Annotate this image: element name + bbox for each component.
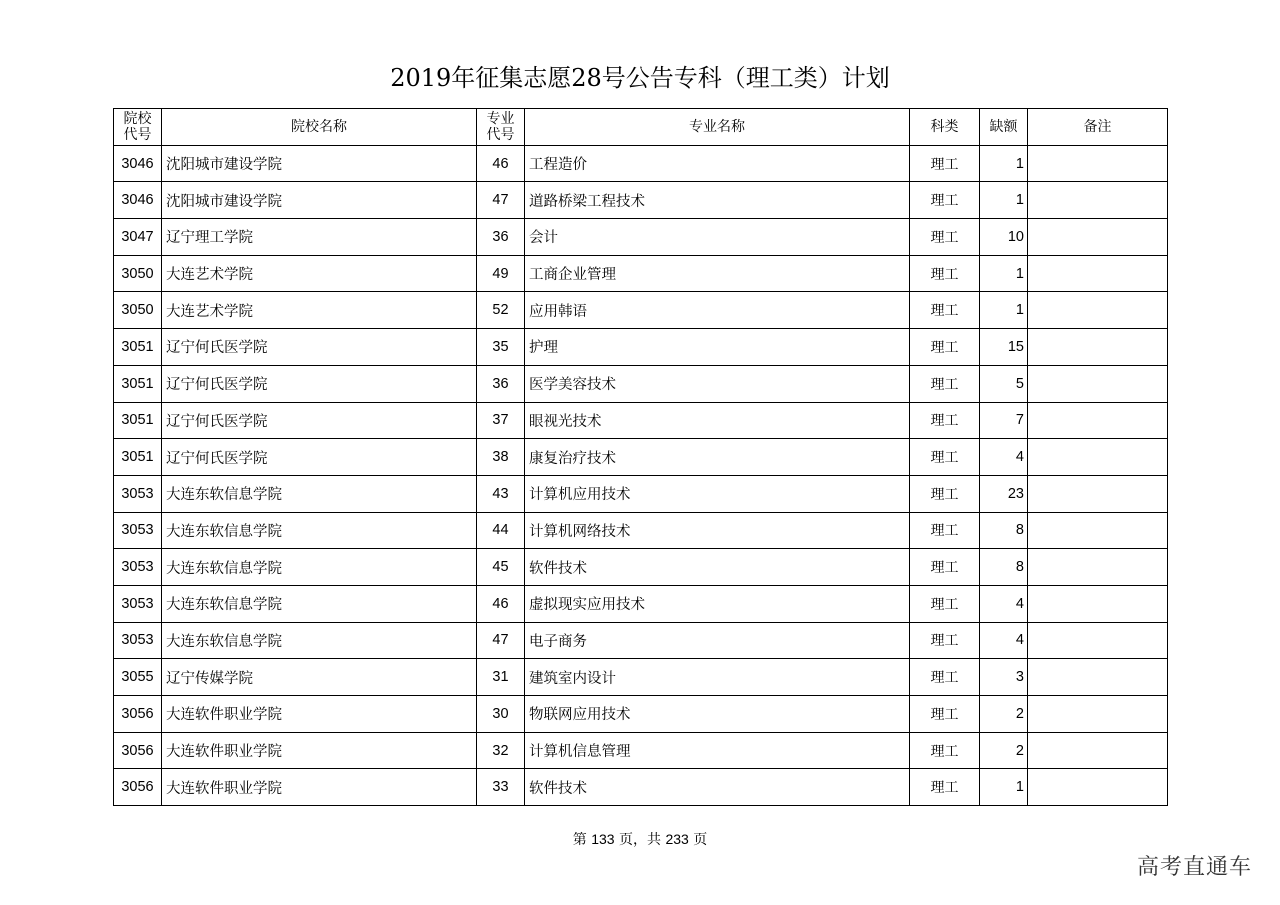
document-title: 2019年征集志愿28号公告专科（理工类）计划: [390, 64, 890, 92]
cell-major-name: 软件技术: [525, 769, 910, 806]
cell-remark: [1028, 329, 1168, 366]
cell-vacancy: 4: [980, 585, 1028, 622]
cell-vacancy: 8: [980, 512, 1028, 549]
cell-major-code: 52: [477, 292, 525, 329]
cell-major-code: 49: [477, 255, 525, 292]
table-row: [114, 769, 1168, 806]
cell-school-name: 沈阳城市建设学院: [162, 182, 477, 219]
cell-remark: [1028, 365, 1168, 402]
cell-school-name: 大连艺术学院: [162, 292, 477, 329]
cell-remark: [1028, 549, 1168, 586]
cell-school-name: 辽宁何氏医学院: [162, 439, 477, 476]
cell-remark: [1028, 512, 1168, 549]
cell-vacancy: 23: [980, 475, 1028, 512]
cell-school-code: 3051: [114, 365, 162, 402]
cell-vacancy: 1: [980, 145, 1028, 182]
cell-remark: [1028, 659, 1168, 696]
cell-remark: [1028, 769, 1168, 806]
cell-major-name: 会计: [525, 219, 910, 256]
cell-school-code: 3050: [114, 292, 162, 329]
cell-vacancy: 4: [980, 439, 1028, 476]
cell-school-code: 3056: [114, 769, 162, 806]
cell-vacancy: 15: [980, 329, 1028, 366]
footer-total-pages: 233: [665, 831, 689, 847]
cell-category: 理工: [910, 219, 980, 256]
cell-school-name: 辽宁何氏医学院: [162, 329, 477, 366]
table-row: [114, 732, 1168, 769]
cell-school-code: 3053: [114, 512, 162, 549]
cell-school-name: 大连软件职业学院: [162, 769, 477, 806]
table-row: [114, 219, 1168, 256]
cell-category: 理工: [910, 182, 980, 219]
table-row: [114, 439, 1168, 476]
cell-category: 理工: [910, 145, 980, 182]
cell-school-code: 3055: [114, 659, 162, 696]
cell-remark: [1028, 696, 1168, 733]
footer-page-number: 133: [591, 831, 615, 847]
cell-major-code: 38: [477, 439, 525, 476]
cell-category: 理工: [910, 622, 980, 659]
cell-category: 理工: [910, 549, 980, 586]
cell-category: 理工: [910, 365, 980, 402]
cell-school-code: 3053: [114, 475, 162, 512]
cell-school-code: 3047: [114, 219, 162, 256]
cell-school-code: 3053: [114, 549, 162, 586]
cell-major-code: 44: [477, 512, 525, 549]
cell-school-code: 3051: [114, 402, 162, 439]
cell-school-name: 辽宁何氏医学院: [162, 402, 477, 439]
footer-suffix: 页: [693, 832, 708, 848]
cell-major-name: 计算机信息管理: [525, 732, 910, 769]
cell-category: 理工: [910, 585, 980, 622]
cell-remark: [1028, 255, 1168, 292]
cell-vacancy: 5: [980, 365, 1028, 402]
cell-major-code: 45: [477, 549, 525, 586]
cell-school-name: 沈阳城市建设学院: [162, 145, 477, 182]
table-row: [114, 475, 1168, 512]
cell-school-name: 大连软件职业学院: [162, 696, 477, 733]
table-row: [114, 365, 1168, 402]
cell-category: 理工: [910, 512, 980, 549]
cell-remark: [1028, 439, 1168, 476]
cell-vacancy: 1: [980, 255, 1028, 292]
cell-category: 理工: [910, 475, 980, 512]
header-category: 科类: [910, 109, 980, 146]
cell-remark: [1028, 585, 1168, 622]
table-row: [114, 512, 1168, 549]
cell-school-code: 3053: [114, 585, 162, 622]
cell-major-name: 工程造价: [525, 145, 910, 182]
cell-major-code: 31: [477, 659, 525, 696]
cell-school-code: 3053: [114, 622, 162, 659]
cell-remark: [1028, 402, 1168, 439]
cell-major-code: 32: [477, 732, 525, 769]
table-header-row: [114, 109, 1168, 146]
cell-vacancy: 3: [980, 659, 1028, 696]
cell-major-name: 应用韩语: [525, 292, 910, 329]
header-major-code: 专业代号: [477, 109, 525, 146]
cell-major-code: 30: [477, 696, 525, 733]
header-vacancy: 缺额: [980, 109, 1028, 146]
table-row: [114, 255, 1168, 292]
cell-school-name: 大连东软信息学院: [162, 549, 477, 586]
cell-remark: [1028, 732, 1168, 769]
cell-remark: [1028, 622, 1168, 659]
cell-school-name: 辽宁传媒学院: [162, 659, 477, 696]
cell-vacancy: 7: [980, 402, 1028, 439]
cell-school-name: 大连东软信息学院: [162, 585, 477, 622]
cell-category: 理工: [910, 732, 980, 769]
cell-major-code: 35: [477, 329, 525, 366]
cell-school-code: 3056: [114, 732, 162, 769]
cell-school-code: 3046: [114, 145, 162, 182]
header-remark: 备注: [1028, 109, 1168, 146]
cell-major-code: 46: [477, 145, 525, 182]
cell-school-name: 大连艺术学院: [162, 255, 477, 292]
cell-category: 理工: [910, 696, 980, 733]
cell-remark: [1028, 475, 1168, 512]
cell-major-name: 医学美容技术: [525, 365, 910, 402]
cell-major-name: 康复治疗技术: [525, 439, 910, 476]
cell-school-code: 3050: [114, 255, 162, 292]
cell-school-name: 辽宁何氏医学院: [162, 365, 477, 402]
cell-major-name: 物联网应用技术: [525, 696, 910, 733]
cell-school-code: 3051: [114, 329, 162, 366]
cell-major-name: 软件技术: [525, 549, 910, 586]
table-row: [114, 696, 1168, 733]
cell-vacancy: 1: [980, 182, 1028, 219]
cell-major-name: 计算机网络技术: [525, 512, 910, 549]
page-footer: [0, 829, 1280, 849]
cell-category: 理工: [910, 659, 980, 696]
cell-school-name: 大连东软信息学院: [162, 475, 477, 512]
cell-major-code: 36: [477, 219, 525, 256]
cell-vacancy: 10: [980, 219, 1028, 256]
cell-school-name: 辽宁理工学院: [162, 219, 477, 256]
cell-vacancy: 2: [980, 696, 1028, 733]
cell-category: 理工: [910, 292, 980, 329]
cell-major-name: 建筑室内设计: [525, 659, 910, 696]
cell-major-code: 33: [477, 769, 525, 806]
cell-major-name: 工商企业管理: [525, 255, 910, 292]
cell-major-code: 37: [477, 402, 525, 439]
cell-major-name: 护理: [525, 329, 910, 366]
table-row: [114, 292, 1168, 329]
header-school-code: 院校代号: [114, 109, 162, 146]
cell-category: 理工: [910, 769, 980, 806]
cell-remark: [1028, 292, 1168, 329]
cell-school-code: 3056: [114, 696, 162, 733]
header-major-name: 专业名称: [525, 109, 910, 146]
cell-major-name: 计算机应用技术: [525, 475, 910, 512]
cell-remark: [1028, 219, 1168, 256]
table-row: [114, 549, 1168, 586]
cell-category: 理工: [910, 255, 980, 292]
cell-major-code: 47: [477, 182, 525, 219]
cell-category: 理工: [910, 439, 980, 476]
table-row: [114, 622, 1168, 659]
footer-middle: 页，共: [619, 832, 661, 848]
footer-prefix: 第: [572, 832, 587, 848]
table-row: [114, 659, 1168, 696]
header-school-name: 院校名称: [162, 109, 477, 146]
cell-school-code: 3051: [114, 439, 162, 476]
cell-major-name: 眼视光技术: [525, 402, 910, 439]
cell-category: 理工: [910, 329, 980, 366]
cell-remark: [1028, 145, 1168, 182]
cell-major-name: 电子商务: [525, 622, 910, 659]
watermark: 高考直通车: [1136, 855, 1252, 880]
cell-school-name: 大连软件职业学院: [162, 732, 477, 769]
cell-school-name: 大连东软信息学院: [162, 622, 477, 659]
cell-category: 理工: [910, 402, 980, 439]
cell-vacancy: 2: [980, 732, 1028, 769]
cell-major-code: 36: [477, 365, 525, 402]
table-row: [114, 329, 1168, 366]
cell-major-name: 道路桥梁工程技术: [525, 182, 910, 219]
cell-school-name: 大连东软信息学院: [162, 512, 477, 549]
cell-vacancy: 4: [980, 622, 1028, 659]
plan-table: [113, 108, 1168, 806]
table-row: [114, 585, 1168, 622]
cell-remark: [1028, 182, 1168, 219]
cell-school-code: 3046: [114, 182, 162, 219]
cell-major-code: 46: [477, 585, 525, 622]
cell-major-name: 虚拟现实应用技术: [525, 585, 910, 622]
cell-vacancy: 1: [980, 769, 1028, 806]
cell-major-code: 47: [477, 622, 525, 659]
cell-vacancy: 8: [980, 549, 1028, 586]
table-row: [114, 145, 1168, 182]
cell-vacancy: 1: [980, 292, 1028, 329]
table-row: [114, 182, 1168, 219]
cell-major-code: 43: [477, 475, 525, 512]
table-row: [114, 402, 1168, 439]
